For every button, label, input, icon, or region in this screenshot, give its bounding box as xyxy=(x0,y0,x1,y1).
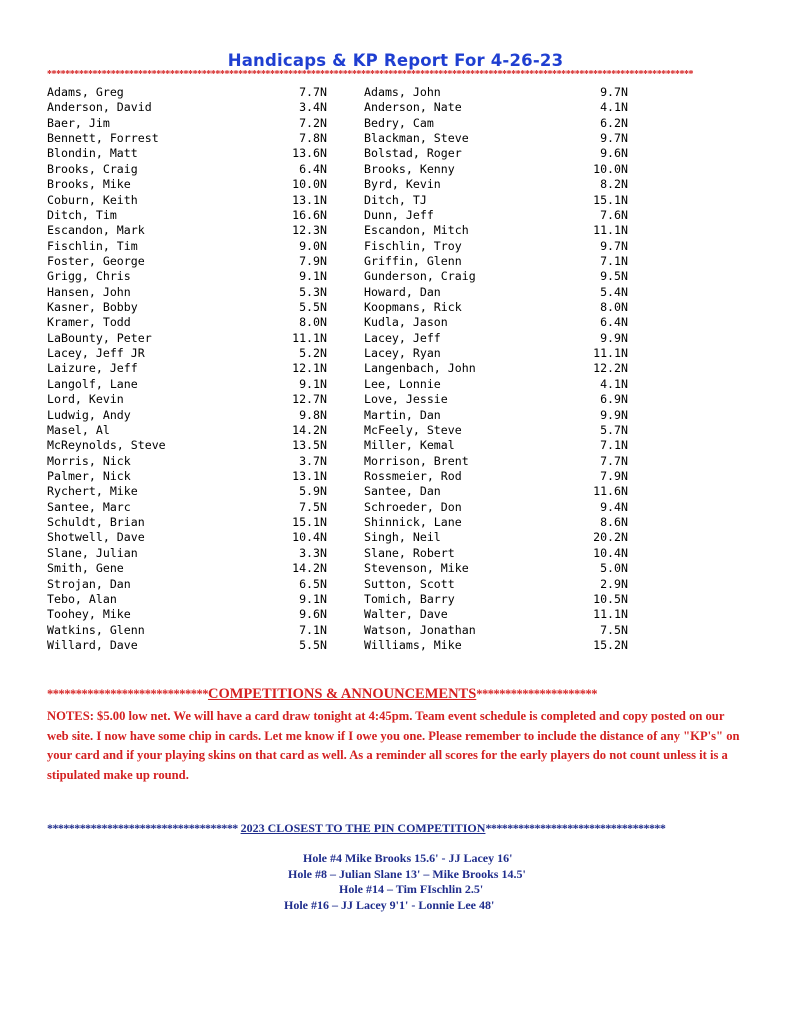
handicap-value: 9.9N xyxy=(600,407,628,422)
handicap-value: 13.5N xyxy=(292,438,327,453)
handicap-value: 10.4N xyxy=(292,530,327,545)
handicap-value: 5.7N xyxy=(600,422,628,437)
handicap-row xyxy=(364,638,628,653)
handicap-row xyxy=(364,162,628,177)
handicap-value: 6.5N xyxy=(299,576,327,591)
handicap-value: 5.5N xyxy=(299,300,327,315)
handicap-value: 7.1N xyxy=(600,253,628,268)
handicap-row xyxy=(364,392,628,407)
handicap-value: 7.5N xyxy=(600,622,628,637)
handicap-row xyxy=(47,285,327,300)
player-name: Santee, Marc xyxy=(47,499,131,514)
handicap-row xyxy=(364,223,628,238)
player-name: Miller, Kemal xyxy=(364,438,455,453)
handicap-value: 7.5N xyxy=(299,499,327,514)
player-name: Lee, Lonnie xyxy=(364,376,441,391)
handicap-row xyxy=(47,162,327,177)
handicap-value: 5.4N xyxy=(600,284,628,299)
handicap-row xyxy=(47,638,327,653)
report-title: Handicaps & KP Report For 4-26-23 xyxy=(227,51,564,70)
handicap-row xyxy=(364,146,628,161)
player-name: Byrd, Kevin xyxy=(364,177,441,192)
player-name: Brooks, Craig xyxy=(47,161,138,176)
handicap-row xyxy=(364,269,628,284)
handicap-row xyxy=(364,361,628,376)
player-name: Watkins, Glenn xyxy=(47,622,145,637)
handicap-row xyxy=(364,208,628,223)
player-name: Martin, Dan xyxy=(364,407,441,422)
handicap-value: 4.1N xyxy=(600,376,628,391)
handicap-value: 6.4N xyxy=(299,161,327,176)
handicap-value: 9.7N xyxy=(600,85,628,99)
handicap-value: 7.9N xyxy=(600,468,628,483)
kp-stars-right: ********************************* xyxy=(485,821,666,835)
handicap-row xyxy=(47,223,327,238)
handicap-row xyxy=(47,454,327,469)
handicap-value: 7.1N xyxy=(299,622,327,637)
player-name: Shinnick, Lane xyxy=(364,515,462,530)
player-name: Foster, George xyxy=(47,253,145,268)
handicap-row xyxy=(364,85,628,100)
player-name: Koopmans, Rick xyxy=(364,300,462,315)
competitions-stars-left: **************************** xyxy=(47,687,208,701)
player-name: Sutton, Scott xyxy=(364,576,455,591)
player-name: Lacey, Ryan xyxy=(364,346,441,361)
player-name: Stevenson, Mike xyxy=(364,561,469,576)
handicap-value: 6.9N xyxy=(600,392,628,407)
player-name: Hansen, John xyxy=(47,284,131,299)
handicap-value: 12.3N xyxy=(292,223,327,238)
handicap-value: 5.9N xyxy=(299,484,327,499)
handicap-row xyxy=(47,269,327,284)
player-name: Ditch, Tim xyxy=(47,207,117,222)
player-name: Brooks, Kenny xyxy=(364,161,455,176)
handicap-value: 14.2N xyxy=(292,422,327,437)
handicap-value: 2.9N xyxy=(600,576,628,591)
handicap-row xyxy=(364,116,628,131)
competitions-header xyxy=(47,686,747,703)
handicap-value: 11.1N xyxy=(593,607,628,622)
kp-results-list xyxy=(0,851,791,913)
handicap-value: 13.6N xyxy=(292,146,327,161)
handicap-row xyxy=(47,208,327,223)
handicap-value: 11.1N xyxy=(292,330,327,345)
handicap-value: 8.0N xyxy=(600,300,628,315)
handicap-value: 12.7N xyxy=(292,392,327,407)
player-name: Morrison, Brent xyxy=(364,453,469,468)
handicap-value: 9.4N xyxy=(600,499,628,514)
handicap-row xyxy=(47,484,327,499)
handicap-row xyxy=(364,131,628,146)
handicap-value: 10.0N xyxy=(593,161,628,176)
handicap-value: 9.1N xyxy=(299,376,327,391)
handicap-value: 7.7N xyxy=(299,85,327,99)
handicap-row xyxy=(47,361,327,376)
player-name: Santee, Dan xyxy=(364,484,441,499)
kp-result-hole-16: Hole #16 – JJ Lacey 9'1' - Lonnie Lee 48' xyxy=(284,897,495,912)
player-name: Gunderson, Craig xyxy=(364,269,476,284)
handicap-row xyxy=(47,85,327,100)
handicap-value: 20.2N xyxy=(593,530,628,545)
handicap-row xyxy=(364,315,628,330)
handicap-row xyxy=(364,285,628,300)
player-name: Laizure, Jeff xyxy=(47,361,138,376)
handicap-row xyxy=(47,546,327,561)
handicap-row xyxy=(364,607,628,622)
handicap-value: 16.6N xyxy=(292,207,327,222)
handicap-value: 10.4N xyxy=(593,545,628,560)
handicap-value: 3.7N xyxy=(299,453,327,468)
handicap-row xyxy=(47,392,327,407)
title-star-divider: ********************************************************************************************************************************************** xyxy=(47,69,694,80)
handicap-value: 11.1N xyxy=(593,346,628,361)
player-name: Grigg, Chris xyxy=(47,269,131,284)
handicap-row xyxy=(364,577,628,592)
handicap-value: 9.6N xyxy=(600,146,628,161)
kp-result-hole-4: Hole #4 Mike Brooks 15.6' - JJ Lacey 16' xyxy=(303,851,513,865)
kp-competition-title: 2023 CLOSEST TO THE PIN COMPETITION xyxy=(240,821,486,835)
handicap-value: 9.0N xyxy=(299,238,327,253)
player-name: McFeely, Steve xyxy=(364,422,462,437)
player-name: Masel, Al xyxy=(47,422,110,437)
player-name: Smith, Gene xyxy=(47,561,124,576)
player-name: Strojan, Dan xyxy=(47,576,131,591)
handicap-row xyxy=(47,116,327,131)
handicap-row xyxy=(364,254,628,269)
handicap-row xyxy=(47,177,327,192)
player-name: Brooks, Mike xyxy=(47,177,131,192)
player-name: Lacey, Jeff xyxy=(364,330,441,345)
player-name: Kramer, Todd xyxy=(47,315,131,330)
player-name: Bolstad, Roger xyxy=(364,146,462,161)
competitions-title: COMPETITIONS & ANNOUNCEMENTS xyxy=(208,686,477,702)
handicap-row xyxy=(47,100,327,115)
handicap-row xyxy=(47,530,327,545)
handicap-row xyxy=(47,346,327,361)
kp-competition-header xyxy=(47,821,747,836)
player-name: Lacey, Jeff JR xyxy=(47,346,145,361)
player-name: Watson, Jonathan xyxy=(364,622,476,637)
handicap-row xyxy=(47,438,327,453)
handicap-value: 7.7N xyxy=(600,453,628,468)
handicap-value: 9.1N xyxy=(299,269,327,284)
handicap-value: 8.0N xyxy=(299,315,327,330)
handicap-value: 10.5N xyxy=(593,591,628,606)
handicap-row xyxy=(364,239,628,254)
player-name: Williams, Mike xyxy=(364,637,462,652)
player-name: Adams, John xyxy=(364,85,441,99)
handicap-row xyxy=(364,346,628,361)
player-name: Lord, Kevin xyxy=(47,392,124,407)
player-name: Blondin, Matt xyxy=(47,146,138,161)
handicap-row xyxy=(47,500,327,515)
handicap-value: 15.2N xyxy=(593,637,628,652)
player-name: Rossmeier, Rod xyxy=(364,468,462,483)
player-name: Singh, Neil xyxy=(364,530,441,545)
player-name: Slane, Julian xyxy=(47,545,138,560)
player-name: Schuldt, Brian xyxy=(47,515,145,530)
handicap-row xyxy=(364,408,628,423)
player-name: Ludwig, Andy xyxy=(47,407,131,422)
handicap-row xyxy=(364,530,628,545)
handicap-value: 9.9N xyxy=(600,330,628,345)
handicap-value: 12.1N xyxy=(292,361,327,376)
handicap-value: 10.0N xyxy=(292,177,327,192)
player-name: Fischlin, Troy xyxy=(364,238,462,253)
handicap-value: 5.5N xyxy=(299,637,327,652)
handicap-row xyxy=(364,454,628,469)
player-name: Howard, Dan xyxy=(364,284,441,299)
handicap-row xyxy=(47,577,327,592)
handicap-value: 7.8N xyxy=(299,131,327,146)
handicap-value: 9.5N xyxy=(600,269,628,284)
player-name: Dunn, Jeff xyxy=(364,207,434,222)
handicap-value: 6.2N xyxy=(600,115,628,130)
handicap-value: 8.2N xyxy=(600,177,628,192)
handicap-row xyxy=(364,423,628,438)
handicap-row xyxy=(364,515,628,530)
player-name: Walter, Dave xyxy=(364,607,448,622)
handicap-row xyxy=(47,623,327,638)
handicap-value: 5.3N xyxy=(299,284,327,299)
player-name: Morris, Nick xyxy=(47,453,131,468)
player-name: Willard, Dave xyxy=(47,637,138,652)
handicap-row xyxy=(47,193,327,208)
handicap-row xyxy=(364,438,628,453)
handicap-row xyxy=(47,239,327,254)
player-name: Anderson, Nate xyxy=(364,100,462,115)
handicap-row xyxy=(364,623,628,638)
player-name: Blackman, Steve xyxy=(364,131,469,146)
handicap-row xyxy=(47,423,327,438)
handicap-value: 13.1N xyxy=(292,468,327,483)
kp-stars-left: *********************************** xyxy=(47,821,238,835)
handicap-row xyxy=(47,592,327,607)
player-name: Rychert, Mike xyxy=(47,484,138,499)
handicap-row xyxy=(364,331,628,346)
kp-result-hole-14: Hole #14 – Tim FIschlin 2.5' xyxy=(339,882,484,897)
player-name: Escandon, Mark xyxy=(47,223,145,238)
announcement-notes: NOTES: $5.00 low net. We will have a card draw tonight at 4:45pm. Team event schedule is completed and copy posted on our web site. I now have some chip in cards. Let me know if I owe you one. Please remember to include the distance of any "KP's" on your card and if your playing skins on that card as well. As a reminder all scores for the early players do not count unless it is a stipulated make up round. xyxy=(47,709,740,782)
player-name: Bedry, Cam xyxy=(364,115,434,130)
handicap-row xyxy=(47,469,327,484)
handicap-row xyxy=(364,193,628,208)
handicap-row xyxy=(47,131,327,146)
player-name: Kudla, Jason xyxy=(364,315,448,330)
handicap-value: 5.0N xyxy=(600,561,628,576)
handicap-value: 14.2N xyxy=(292,561,327,576)
player-name: Baer, Jim xyxy=(47,115,110,130)
kp-result-hole-8: Hole #8 – Julian Slane 13' – Mike Brooks 14.5' xyxy=(288,866,526,881)
handicap-row xyxy=(364,561,628,576)
player-name: Langenbach, John xyxy=(364,361,476,376)
player-name: Slane, Robert xyxy=(364,545,455,560)
handicap-value: 9.7N xyxy=(600,131,628,146)
handicap-value: 11.6N xyxy=(593,484,628,499)
player-name: Tebo, Alan xyxy=(47,591,117,606)
handicap-row xyxy=(47,300,327,315)
handicap-row xyxy=(47,561,327,576)
player-name: Bennett, Forrest xyxy=(47,131,159,146)
handicap-row xyxy=(364,546,628,561)
handicap-row xyxy=(47,315,327,330)
player-name: Adams, Greg xyxy=(47,85,124,99)
handicap-row xyxy=(364,300,628,315)
handicap-value: 15.1N xyxy=(292,515,327,530)
handicap-row xyxy=(364,592,628,607)
handicap-row xyxy=(364,177,628,192)
player-name: Anderson, David xyxy=(47,100,152,115)
handicap-value: 4.1N xyxy=(600,100,628,115)
player-name: Fischlin, Tim xyxy=(47,238,138,253)
handicap-column-left xyxy=(47,85,327,653)
player-name: Shotwell, Dave xyxy=(47,530,145,545)
handicap-row xyxy=(47,146,327,161)
handicap-row xyxy=(47,515,327,530)
player-name: Griffin, Glenn xyxy=(364,253,462,268)
handicap-value: 5.2N xyxy=(299,346,327,361)
player-name: Toohey, Mike xyxy=(47,607,131,622)
handicap-row xyxy=(364,377,628,392)
handicap-value: 6.4N xyxy=(600,315,628,330)
handicap-row xyxy=(47,408,327,423)
handicap-row xyxy=(364,100,628,115)
handicap-value: 11.1N xyxy=(593,223,628,238)
handicap-row xyxy=(364,500,628,515)
handicap-row xyxy=(364,469,628,484)
player-name: Ditch, TJ xyxy=(364,192,427,207)
handicap-value: 3.3N xyxy=(299,545,327,560)
handicap-value: 9.1N xyxy=(299,591,327,606)
handicap-value: 13.1N xyxy=(292,192,327,207)
handicap-value: 7.9N xyxy=(299,253,327,268)
handicap-value: 7.1N xyxy=(600,438,628,453)
player-name: Palmer, Nick xyxy=(47,468,131,483)
player-name: Langolf, Lane xyxy=(47,376,138,391)
handicap-value: 12.2N xyxy=(593,361,628,376)
player-name: McReynolds, Steve xyxy=(47,438,166,453)
player-name: Tomich, Barry xyxy=(364,591,455,606)
handicap-value: 7.2N xyxy=(299,115,327,130)
player-name: Coburn, Keith xyxy=(47,192,138,207)
handicap-row xyxy=(47,254,327,269)
handicap-value: 9.8N xyxy=(299,407,327,422)
handicap-row xyxy=(47,607,327,622)
handicap-column-right xyxy=(364,85,628,653)
handicap-value: 15.1N xyxy=(593,192,628,207)
handicap-row xyxy=(364,484,628,499)
competitions-stars-right: ********************* xyxy=(476,687,598,701)
player-name: Escandon, Mitch xyxy=(364,223,469,238)
handicap-value: 9.6N xyxy=(299,607,327,622)
handicap-row xyxy=(47,377,327,392)
handicap-value: 3.4N xyxy=(299,100,327,115)
handicap-value: 7.6N xyxy=(600,207,628,222)
player-name: Love, Jessie xyxy=(364,392,448,407)
player-name: LaBounty, Peter xyxy=(47,330,152,345)
handicap-value: 9.7N xyxy=(600,238,628,253)
player-name: Schroeder, Don xyxy=(364,499,462,514)
handicap-value: 8.6N xyxy=(600,515,628,530)
player-name: Kasner, Bobby xyxy=(47,300,138,315)
handicap-row xyxy=(47,331,327,346)
